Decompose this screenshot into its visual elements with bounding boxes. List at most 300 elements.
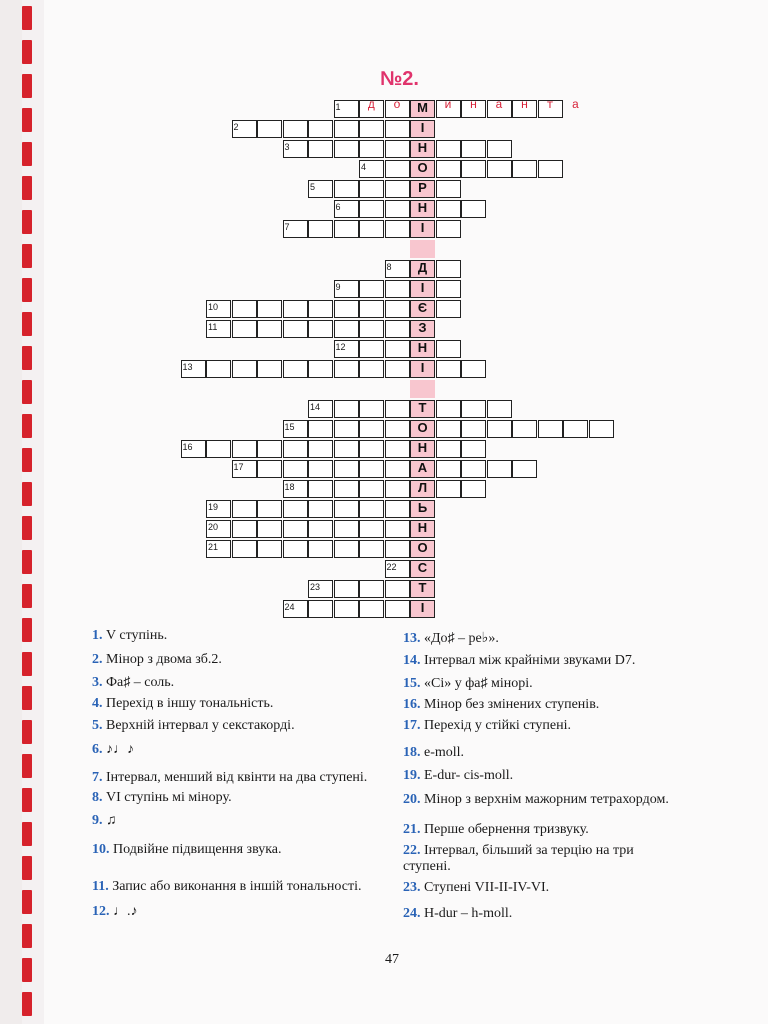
- grid-cell[interactable]: [538, 420, 563, 438]
- clue-number: 2.: [92, 652, 106, 667]
- key-letter: Д: [417, 260, 428, 275]
- grid-cell[interactable]: [385, 500, 410, 518]
- clue-number: 12.: [92, 904, 113, 919]
- grid-cell[interactable]: [359, 500, 384, 518]
- binding-ring: [22, 210, 32, 234]
- row-number: 8: [386, 262, 392, 272]
- grid-cell[interactable]: [283, 300, 308, 318]
- grid-cell[interactable]: [308, 220, 333, 238]
- answer-letter: о: [393, 98, 401, 112]
- grid-cell[interactable]: [308, 300, 333, 318]
- grid-cell[interactable]: [385, 320, 410, 338]
- key-letter: [410, 379, 435, 397]
- clue-number: 7.: [92, 770, 106, 785]
- key-letter: Р: [418, 180, 427, 195]
- grid-cell[interactable]: [359, 280, 384, 298]
- grid-cell[interactable]: [334, 460, 359, 478]
- clue-item: [403, 653, 635, 669]
- grid-cell[interactable]: [436, 140, 461, 158]
- binding-spine: [0, 0, 22, 1024]
- clue-number: 19.: [403, 768, 424, 783]
- grid-cell[interactable]: [308, 460, 333, 478]
- binding-ring: [22, 924, 32, 948]
- grid-cell[interactable]: [308, 520, 333, 538]
- clue-text: Перехід в іншу тональність.: [106, 696, 274, 711]
- clue-text: ♪♩♪: [106, 742, 134, 757]
- row-number: 19: [208, 502, 219, 512]
- clue-item: [92, 904, 138, 920]
- grid-cell[interactable]: [359, 540, 384, 558]
- grid-cell[interactable]: [334, 220, 359, 238]
- answer-letter: а: [571, 98, 580, 112]
- row-number: 6: [335, 202, 341, 212]
- grid-cell[interactable]: [436, 480, 461, 498]
- binding-ring: [22, 856, 32, 880]
- grid-cell[interactable]: [232, 440, 257, 458]
- binding-ring: [22, 278, 32, 302]
- grid-cell[interactable]: [359, 420, 384, 438]
- grid-cell[interactable]: [359, 360, 384, 378]
- grid-cell[interactable]: [308, 320, 333, 338]
- grid-cell[interactable]: [461, 480, 486, 498]
- binding-ring: [22, 754, 32, 778]
- clue-text: V ступінь.: [106, 628, 168, 643]
- clue-item: [403, 718, 571, 734]
- clue-text: Інтервал, більший за терцію на три: [424, 843, 634, 858]
- clue-item: [92, 718, 295, 734]
- grid-cell[interactable]: [359, 300, 384, 318]
- binding-ring: [22, 584, 32, 608]
- grid-cell[interactable]: [461, 460, 486, 478]
- clue-text: ♫: [106, 813, 117, 828]
- binding-ring: [22, 346, 32, 370]
- grid-cell[interactable]: [257, 520, 282, 538]
- clue-number: 9.: [92, 813, 106, 828]
- binding-ring: [22, 482, 32, 506]
- grid-cell[interactable]: [385, 400, 410, 418]
- key-letter: Н: [417, 140, 428, 155]
- grid-cell[interactable]: [232, 500, 257, 518]
- clue-text: Перше обернення тризвуку.: [424, 822, 589, 837]
- clue-text: Фа♯ – соль.: [106, 675, 175, 690]
- grid-cell[interactable]: [232, 320, 257, 338]
- grid-cell[interactable]: [283, 460, 308, 478]
- clue-text: Подвійне підвищення звука.: [113, 842, 282, 857]
- grid-cell[interactable]: [334, 360, 359, 378]
- grid-cell[interactable]: [436, 340, 461, 358]
- binding-ring: [22, 108, 32, 132]
- clue-item: [403, 676, 533, 692]
- row-number: 15: [284, 422, 295, 432]
- key-letter: О: [417, 160, 428, 175]
- clue-text: Ступені VII-II-IV-VI.: [424, 880, 550, 895]
- grid-cell[interactable]: [487, 460, 512, 478]
- grid-cell[interactable]: [308, 480, 333, 498]
- key-letter: Є: [417, 300, 428, 315]
- grid-cell[interactable]: [257, 120, 282, 138]
- grid-cell[interactable]: [436, 360, 461, 378]
- clue-number: 17.: [403, 718, 424, 733]
- clue-number: 15.: [403, 676, 424, 691]
- grid-cell[interactable]: [359, 340, 384, 358]
- row-number: 1: [335, 102, 341, 112]
- row-number: 3: [284, 142, 290, 152]
- grid-cell[interactable]: [436, 460, 461, 478]
- clue-text: Запис або виконання в іншій тональності.: [112, 879, 362, 894]
- binding-ring: [22, 74, 32, 98]
- answer-letter: н: [469, 98, 478, 112]
- grid-cell[interactable]: [334, 480, 359, 498]
- grid-cell[interactable]: [257, 540, 282, 558]
- grid-cell[interactable]: [257, 500, 282, 518]
- binding-ring: [22, 244, 32, 268]
- binding-ring: [22, 618, 32, 642]
- clue-number: 6.: [92, 742, 106, 757]
- key-letter: С: [417, 560, 428, 575]
- key-letter: Н: [417, 340, 428, 355]
- clue-number: 11.: [92, 879, 113, 894]
- clue-item: [92, 790, 232, 806]
- clue-item: [92, 628, 167, 644]
- grid-cell[interactable]: [385, 180, 410, 198]
- grid-cell[interactable]: [257, 360, 282, 378]
- binding-ring: [22, 448, 32, 472]
- binding-ring: [22, 788, 32, 812]
- grid-cell[interactable]: [283, 540, 308, 558]
- grid-cell[interactable]: [436, 180, 461, 198]
- grid-cell[interactable]: [308, 120, 333, 138]
- row-number: 21: [208, 542, 219, 552]
- clue-number: 13.: [403, 631, 424, 646]
- grid-cell[interactable]: [334, 500, 359, 518]
- grid-cell[interactable]: [308, 360, 333, 378]
- grid-cell[interactable]: [563, 420, 588, 438]
- grid-cell[interactable]: [334, 140, 359, 158]
- clue-item: [403, 745, 464, 761]
- grid-cell[interactable]: [385, 360, 410, 378]
- grid-cell[interactable]: [436, 300, 461, 318]
- row-number: 4: [361, 162, 367, 172]
- clue-item: [92, 813, 117, 829]
- grid-cell[interactable]: [308, 600, 333, 618]
- row-number: 17: [233, 462, 244, 472]
- grid-cell[interactable]: [512, 460, 537, 478]
- grid-cell[interactable]: [334, 540, 359, 558]
- binding-ring: [22, 312, 32, 336]
- key-letter: Т: [418, 580, 427, 595]
- clue-item: [92, 770, 367, 786]
- clue-number: 1.: [92, 628, 106, 643]
- key-letter: Т: [418, 400, 427, 415]
- grid-cell[interactable]: [461, 420, 486, 438]
- clue-number: 16.: [403, 697, 424, 712]
- grid-cell[interactable]: [359, 460, 384, 478]
- grid-cell[interactable]: [308, 420, 333, 438]
- clue-text: «До♯ – ре♭».: [424, 631, 499, 646]
- grid-cell[interactable]: [385, 120, 410, 138]
- grid-cell[interactable]: [385, 480, 410, 498]
- clue-number: 24.: [403, 906, 424, 921]
- grid-cell[interactable]: [436, 420, 461, 438]
- grid-cell[interactable]: [334, 180, 359, 198]
- binding-ring: [22, 652, 32, 676]
- clue-item: [92, 652, 222, 668]
- grid-cell[interactable]: [436, 400, 461, 418]
- grid-cell[interactable]: [461, 400, 486, 418]
- clue-number: 14.: [403, 653, 424, 668]
- grid-cell[interactable]: [283, 440, 308, 458]
- clue-item: [92, 842, 282, 858]
- clue-item: [403, 792, 669, 808]
- binding-ring: [22, 992, 32, 1016]
- key-letter: Н: [417, 200, 428, 215]
- grid-cell[interactable]: [359, 320, 384, 338]
- clue-text: ступені.: [403, 859, 451, 874]
- grid-cell[interactable]: [461, 360, 486, 378]
- grid-cell[interactable]: [359, 580, 384, 598]
- grid-cell[interactable]: [334, 580, 359, 598]
- grid-cell[interactable]: [385, 460, 410, 478]
- key-letter: Ь: [417, 500, 428, 515]
- row-number: 14: [310, 402, 321, 412]
- grid-cell[interactable]: [512, 160, 537, 178]
- grid-cell[interactable]: [436, 200, 461, 218]
- grid-cell[interactable]: [436, 260, 461, 278]
- clue-number: 21.: [403, 822, 424, 837]
- grid-cell[interactable]: [461, 440, 486, 458]
- grid-cell[interactable]: [359, 200, 384, 218]
- grid-cell[interactable]: [359, 180, 384, 198]
- grid-cell[interactable]: [334, 300, 359, 318]
- binding-ring: [22, 176, 32, 200]
- clue-text: «Сі» у фа♯ мінорі.: [424, 676, 533, 691]
- grid-cell[interactable]: [538, 160, 563, 178]
- key-letter: І: [420, 220, 425, 235]
- row-number: 23: [310, 582, 321, 592]
- row-number: 5: [310, 182, 316, 192]
- grid-cell[interactable]: [385, 140, 410, 158]
- grid-cell[interactable]: [334, 400, 359, 418]
- grid-cell[interactable]: [232, 520, 257, 538]
- answer-letter: и: [444, 98, 452, 112]
- grid-cell[interactable]: [385, 440, 410, 458]
- clue-item: [92, 696, 273, 712]
- grid-cell[interactable]: [257, 440, 282, 458]
- clue-item: [403, 906, 512, 922]
- grid-cell[interactable]: [359, 480, 384, 498]
- key-letter: Н: [417, 520, 428, 535]
- grid-cell[interactable]: [232, 300, 257, 318]
- clue-item: [403, 697, 599, 713]
- binding-ring: [22, 686, 32, 710]
- binding-ring: [22, 550, 32, 574]
- answer-letter: т: [546, 98, 554, 112]
- row-number: 20: [208, 522, 219, 532]
- binding-ring: [22, 822, 32, 846]
- key-letter: Л: [417, 480, 428, 495]
- answer-letter: д: [367, 98, 376, 112]
- grid-cell[interactable]: [385, 580, 410, 598]
- answer-letter: а: [495, 98, 503, 112]
- clue-text: Мінор з верхнім мажорним тетрахордом.: [424, 792, 669, 807]
- grid-cell[interactable]: [385, 340, 410, 358]
- grid-cell[interactable]: [385, 520, 410, 538]
- row-number: 22: [386, 562, 397, 572]
- key-letter: О: [417, 540, 428, 555]
- clue-number: 4.: [92, 696, 106, 711]
- clue-number: 3.: [92, 675, 106, 690]
- row-number: 13: [182, 362, 193, 372]
- grid-cell[interactable]: [308, 540, 333, 558]
- clue-item: [403, 631, 499, 647]
- grid-cell[interactable]: [436, 160, 461, 178]
- key-letter: А: [417, 460, 428, 475]
- clue-text: H-dur – h-moll.: [424, 906, 513, 921]
- clue-number: 20.: [403, 792, 424, 807]
- grid-cell[interactable]: [461, 140, 486, 158]
- row-number: 10: [208, 302, 219, 312]
- grid-cell[interactable]: [385, 200, 410, 218]
- row-number: 16: [182, 442, 193, 452]
- grid-cell[interactable]: [359, 220, 384, 238]
- answer-letter: н: [520, 98, 529, 112]
- row-number: 9: [335, 282, 341, 292]
- grid-cell[interactable]: [334, 420, 359, 438]
- grid-cell[interactable]: [283, 320, 308, 338]
- grid-cell[interactable]: [487, 400, 512, 418]
- grid-cell[interactable]: [487, 160, 512, 178]
- grid-cell[interactable]: [308, 500, 333, 518]
- binding-ring: [22, 142, 32, 166]
- grid-cell[interactable]: [334, 600, 359, 618]
- key-letter: І: [420, 120, 425, 135]
- grid-cell[interactable]: [512, 420, 537, 438]
- row-number: 18: [284, 482, 295, 492]
- grid-cell[interactable]: [385, 300, 410, 318]
- grid-cell[interactable]: [385, 540, 410, 558]
- grid-cell[interactable]: [385, 220, 410, 238]
- key-letter: І: [420, 360, 425, 375]
- grid-cell[interactable]: [334, 440, 359, 458]
- key-letter: Н: [417, 440, 428, 455]
- grid-cell[interactable]: [359, 520, 384, 538]
- grid-cell[interactable]: [436, 440, 461, 458]
- grid-cell[interactable]: [385, 420, 410, 438]
- clue-number: 10.: [92, 842, 113, 857]
- clue-item: [403, 859, 451, 875]
- grid-cell[interactable]: [359, 120, 384, 138]
- clue-text: Мінор без змінених ступенів.: [424, 697, 600, 712]
- clue-item: [403, 843, 634, 859]
- clue-number: 5.: [92, 718, 106, 733]
- binding-ring: [22, 380, 32, 404]
- row-number: 24: [284, 602, 295, 612]
- clue-number: 22.: [403, 843, 424, 858]
- grid-cell[interactable]: [206, 440, 231, 458]
- grid-cell[interactable]: [334, 120, 359, 138]
- grid-cell[interactable]: [385, 600, 410, 618]
- grid-cell[interactable]: [283, 360, 308, 378]
- row-number: 12: [335, 342, 346, 352]
- key-letter: [410, 239, 435, 257]
- clue-text: Перехід у стійкі ступені.: [424, 718, 572, 733]
- binding-ring: [22, 890, 32, 914]
- clue-text: Інтервал, менший від квінти на два ступені.: [106, 770, 368, 785]
- grid-cell[interactable]: [308, 140, 333, 158]
- grid-cell[interactable]: [436, 220, 461, 238]
- grid-cell[interactable]: [487, 420, 512, 438]
- grid-cell[interactable]: [334, 520, 359, 538]
- binding-ring: [22, 958, 32, 982]
- grid-cell[interactable]: [232, 360, 257, 378]
- clue-item: [403, 768, 513, 784]
- binding-ring: [22, 40, 32, 64]
- binding-ring: [22, 720, 32, 744]
- key-letter: І: [420, 280, 425, 295]
- clue-item: [92, 879, 362, 895]
- row-number: 2: [233, 122, 239, 132]
- clue-text: Мінор з двома зб.2.: [106, 652, 222, 667]
- grid-cell[interactable]: [334, 320, 359, 338]
- clue-number: 18.: [403, 745, 424, 760]
- grid-cell[interactable]: [359, 400, 384, 418]
- binding-ring: [22, 516, 32, 540]
- grid-cell[interactable]: [589, 420, 614, 438]
- grid-cell[interactable]: [359, 600, 384, 618]
- grid-cell[interactable]: [461, 160, 486, 178]
- grid-cell[interactable]: [385, 280, 410, 298]
- clue-text: E-dur- cis-moll.: [424, 768, 514, 783]
- grid-cell[interactable]: [283, 120, 308, 138]
- key-letter: З: [418, 320, 427, 335]
- grid-cell[interactable]: [283, 520, 308, 538]
- grid-cell[interactable]: [257, 300, 282, 318]
- page-number: 47: [385, 952, 399, 967]
- binding-ring: [22, 414, 32, 438]
- grid-cell[interactable]: [359, 440, 384, 458]
- clue-item: [92, 675, 174, 691]
- clue-item: [403, 880, 549, 896]
- key-letter: О: [417, 420, 428, 435]
- grid-cell[interactable]: [487, 140, 512, 158]
- clue-text: e-moll.: [424, 745, 465, 760]
- clue-text: VI ступінь мі мінору.: [106, 790, 232, 805]
- row-number: 7: [284, 222, 290, 232]
- row-number: 11: [208, 322, 218, 332]
- clue-text: ♩.♪: [113, 904, 138, 919]
- clue-number: 23.: [403, 880, 424, 895]
- clue-text: Інтервал між крайніми звуками D7.: [424, 653, 636, 668]
- grid-cell[interactable]: [206, 360, 231, 378]
- grid-cell[interactable]: [359, 140, 384, 158]
- grid-cell[interactable]: [461, 200, 486, 218]
- clue-item: [92, 742, 134, 758]
- grid-cell[interactable]: [436, 280, 461, 298]
- clue-text: Верхній інтервал у секстакорді.: [106, 718, 295, 733]
- binding-ring: [22, 6, 32, 30]
- grid-cell[interactable]: [257, 460, 282, 478]
- grid-cell[interactable]: [385, 160, 410, 178]
- grid-cell[interactable]: [308, 440, 333, 458]
- grid-cell[interactable]: [283, 500, 308, 518]
- grid-cell[interactable]: [232, 540, 257, 558]
- clue-item: [403, 822, 589, 838]
- puzzle-title: №2.: [380, 68, 419, 90]
- key-letter: І: [420, 600, 425, 615]
- clue-number: 8.: [92, 790, 106, 805]
- key-letter: М: [417, 100, 428, 115]
- grid-cell[interactable]: [257, 320, 282, 338]
